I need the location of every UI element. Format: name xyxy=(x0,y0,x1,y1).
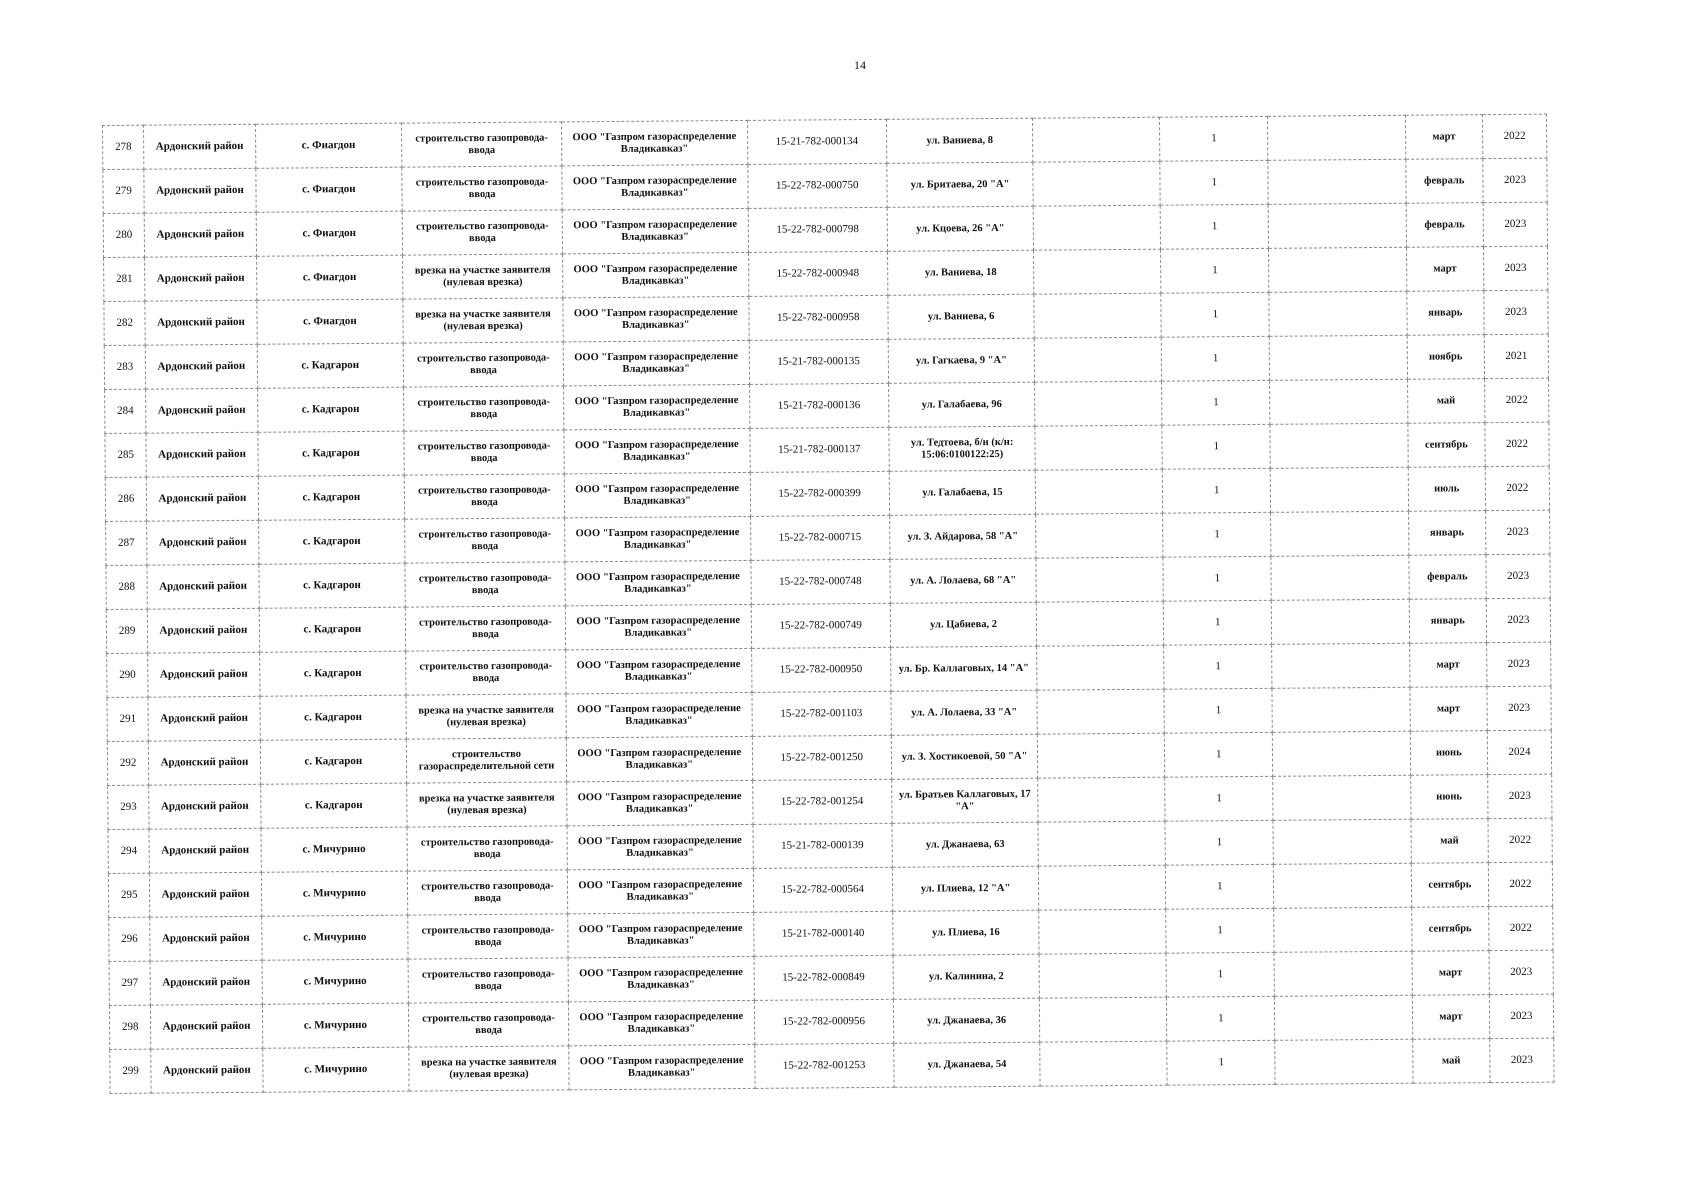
quantity-cell: 1 xyxy=(1166,864,1275,909)
settlement-cell: с. Фиагдон xyxy=(255,123,402,168)
work-type-cell: строительство газопровода-ввода xyxy=(404,386,564,431)
work-type-cell: врезка на участке заявителя (нулевая врезка) xyxy=(403,298,563,343)
district-cell: Ардонский район xyxy=(146,388,258,433)
empty-cell xyxy=(1038,733,1165,778)
settlement-cell: с. Фиагдон xyxy=(256,211,403,256)
empty-cell xyxy=(1272,643,1410,688)
empty-cell xyxy=(1039,909,1166,954)
district-cell: Ардонский район xyxy=(144,124,256,169)
quantity-cell: 1 xyxy=(1160,116,1269,161)
year-cell: 2023 xyxy=(1487,642,1551,687)
application-number-cell: 15-22-782-000948 xyxy=(748,251,888,296)
row-number: 285 xyxy=(105,433,147,477)
row-number: 281 xyxy=(104,257,146,301)
address-cell: ул. Бритаева, 20 "А" xyxy=(887,162,1034,207)
organization-cell: ООО "Газпром газораспределение Владикавказ" xyxy=(566,736,752,781)
registry-body xyxy=(103,114,1555,1093)
month-cell: июнь xyxy=(1410,775,1488,820)
page-number: 14 xyxy=(854,58,866,72)
address-cell: ул. А. Лолаева, 33 "А" xyxy=(891,690,1038,735)
month-cell: март xyxy=(1412,995,1490,1040)
settlement-cell: с. Кадгарон xyxy=(258,431,405,476)
work-type-cell: строительство газопровода-ввода xyxy=(405,562,565,607)
row-number: 295 xyxy=(108,873,150,917)
address-cell: ул. Плиева, 16 xyxy=(893,910,1040,955)
year-cell: 2022 xyxy=(1485,378,1549,423)
empty-cell xyxy=(1268,115,1406,160)
application-number-cell: 15-22-782-000849 xyxy=(754,955,894,1000)
empty-cell xyxy=(1033,117,1160,162)
month-cell: январь xyxy=(1409,599,1487,644)
work-type-cell: врезка на участке заявителя (нулевая врезка) xyxy=(409,1046,569,1091)
quantity-cell: 1 xyxy=(1161,336,1270,381)
settlement-cell: с. Мичурино xyxy=(261,871,408,916)
organization-cell: ООО "Газпром газораспределение Владикавказ" xyxy=(564,472,750,517)
empty-cell xyxy=(1037,645,1164,690)
address-cell: ул. Джанаева, 63 xyxy=(892,822,1039,867)
registry-sheet xyxy=(102,114,1555,1094)
month-cell: март xyxy=(1410,687,1488,732)
month-cell: июнь xyxy=(1410,731,1488,776)
row-number: 291 xyxy=(107,697,149,741)
district-cell: Ардонский район xyxy=(145,256,257,301)
district-cell: Ардонский район xyxy=(147,476,259,521)
empty-cell xyxy=(1275,1039,1413,1084)
settlement-cell: с. Кадгарон xyxy=(259,563,406,608)
organization-cell: ООО "Газпром газораспределение Владикавказ" xyxy=(562,252,748,297)
empty-cell xyxy=(1268,159,1406,204)
empty-cell xyxy=(1033,205,1160,250)
address-cell: ул. З. Айдарова, 58 "А" xyxy=(889,514,1036,559)
month-cell: май xyxy=(1411,819,1489,864)
row-number: 283 xyxy=(104,345,146,389)
year-cell: 2023 xyxy=(1484,290,1548,335)
row-number: 288 xyxy=(106,565,148,609)
settlement-cell: с. Мичурино xyxy=(262,959,409,1004)
application-number-cell: 15-22-782-000715 xyxy=(750,515,890,560)
settlement-cell: с. Кадгарон xyxy=(260,695,407,740)
year-cell: 2023 xyxy=(1486,554,1550,599)
address-cell: ул. Цабиева, 2 xyxy=(890,602,1037,647)
empty-cell xyxy=(1275,995,1413,1040)
organization-cell: ООО "Газпром газораспределение Владикавказ" xyxy=(562,208,748,253)
empty-cell xyxy=(1270,335,1408,380)
work-type-cell: строительство газопровода-ввода xyxy=(408,958,568,1003)
work-type-cell: строительство газопровода-ввода xyxy=(408,1002,568,1047)
quantity-cell: 1 xyxy=(1165,776,1274,821)
year-cell: 2023 xyxy=(1486,510,1550,555)
month-cell: март xyxy=(1409,643,1487,688)
empty-cell xyxy=(1034,249,1161,294)
row-number: 279 xyxy=(103,169,145,213)
organization-cell: ООО "Газпром газораспределение Владикавказ" xyxy=(565,516,751,561)
empty-cell xyxy=(1274,907,1412,952)
empty-cell xyxy=(1035,337,1162,382)
year-cell: 2022 xyxy=(1485,466,1549,511)
quantity-cell: 1 xyxy=(1163,556,1272,601)
organization-cell: ООО "Газпром газораспределение Владикавказ" xyxy=(561,120,747,165)
month-cell: май xyxy=(1412,1039,1490,1084)
address-cell: ул. Бр. Каллаговых, 14 "А" xyxy=(890,646,1037,691)
empty-cell xyxy=(1272,687,1410,732)
address-cell: ул. З. Хостикоевой, 50 "А" xyxy=(891,734,1038,779)
application-number-cell: 15-21-782-000135 xyxy=(749,339,889,384)
application-number-cell: 15-22-782-000749 xyxy=(751,603,891,648)
row-number: 292 xyxy=(107,741,149,785)
work-type-cell: строительство газопровода-ввода xyxy=(403,342,563,387)
month-cell: март xyxy=(1405,115,1483,160)
organization-cell: ООО "Газпром газораспределение Владикавказ" xyxy=(564,428,750,473)
address-cell: ул. Ваниева, 18 xyxy=(887,250,1034,295)
month-cell: июль xyxy=(1408,467,1486,512)
empty-cell xyxy=(1274,863,1412,908)
address-cell: ул. Джанаева, 54 xyxy=(894,1042,1041,1087)
empty-cell xyxy=(1273,819,1411,864)
year-cell: 2023 xyxy=(1483,158,1547,203)
quantity-cell: 1 xyxy=(1167,1040,1276,1085)
row-number: 280 xyxy=(103,213,145,257)
district-cell: Ардонский район xyxy=(150,960,262,1005)
application-number-cell: 15-22-782-000956 xyxy=(754,999,894,1044)
application-number-cell: 15-22-782-001103 xyxy=(752,691,892,736)
year-cell: 2023 xyxy=(1489,994,1553,1039)
organization-cell: ООО "Газпром газораспределение Владикавказ" xyxy=(569,1044,755,1089)
year-cell: 2023 xyxy=(1489,950,1553,995)
year-cell: 2024 xyxy=(1487,730,1551,775)
empty-cell xyxy=(1269,247,1407,292)
empty-cell xyxy=(1036,469,1163,514)
empty-cell xyxy=(1272,599,1410,644)
application-number-cell: 15-21-782-000137 xyxy=(750,427,890,472)
work-type-cell: строительство газопровода-ввода xyxy=(402,166,562,211)
work-type-cell: строительство газопровода-ввода xyxy=(407,826,567,871)
settlement-cell: с. Кадгарон xyxy=(260,739,407,784)
address-cell: ул. Кцоева, 26 "А" xyxy=(887,206,1034,251)
application-number-cell: 15-22-782-000798 xyxy=(748,207,888,252)
row-number: 278 xyxy=(103,125,145,169)
work-type-cell: строительство газопровода-ввода xyxy=(402,122,562,167)
district-cell: Ардонский район xyxy=(151,1004,263,1049)
empty-cell xyxy=(1270,379,1408,424)
settlement-cell: с. Мичурино xyxy=(262,1047,409,1092)
application-number-cell: 15-21-782-000139 xyxy=(753,823,893,868)
application-number-cell: 15-22-782-001253 xyxy=(754,1043,894,1088)
empty-cell xyxy=(1269,291,1407,336)
empty-cell xyxy=(1269,203,1407,248)
year-cell: 2023 xyxy=(1487,686,1551,731)
quantity-cell: 1 xyxy=(1161,248,1270,293)
organization-cell: ООО "Газпром газораспределение Владикавказ" xyxy=(568,912,754,957)
application-number-cell: 15-21-782-000140 xyxy=(753,911,893,956)
empty-cell xyxy=(1039,953,1166,998)
organization-cell: ООО "Газпром газораспределение Владикавказ" xyxy=(566,648,752,693)
organization-cell: ООО "Газпром газораспределение Владикавказ" xyxy=(568,956,754,1001)
settlement-cell: с. Кадгарон xyxy=(259,607,406,652)
district-cell: Ардонский район xyxy=(147,564,259,609)
district-cell: Ардонский район xyxy=(149,828,261,873)
settlement-cell: с. Мичурино xyxy=(261,915,408,960)
work-type-cell: строительство газопровода-ввода xyxy=(405,606,565,651)
empty-cell xyxy=(1040,1041,1167,1086)
address-cell: ул. Плиева, 12 "А" xyxy=(892,866,1039,911)
district-cell: Ардонский район xyxy=(145,300,257,345)
month-cell: январь xyxy=(1406,291,1484,336)
address-cell: ул. Галабаева, 96 xyxy=(888,382,1035,427)
empty-cell xyxy=(1034,293,1161,338)
empty-cell xyxy=(1274,951,1412,996)
settlement-cell: с. Кадгарон xyxy=(258,475,405,520)
registry-table xyxy=(102,114,1555,1094)
district-cell: Ардонский район xyxy=(150,872,262,917)
quantity-cell: 1 xyxy=(1162,380,1271,425)
year-cell: 2021 xyxy=(1484,334,1548,379)
application-number-cell: 15-22-782-000958 xyxy=(748,295,888,340)
district-cell: Ардонский район xyxy=(148,608,260,653)
empty-cell xyxy=(1035,381,1162,426)
address-cell: ул. Ваниева, 6 xyxy=(888,294,1035,339)
organization-cell: ООО "Газпром газораспределение Владикавказ" xyxy=(565,604,751,649)
month-cell: январь xyxy=(1408,511,1486,556)
application-number-cell: 15-22-782-000750 xyxy=(747,163,887,208)
empty-cell xyxy=(1270,423,1408,468)
work-type-cell: врезка на участке заявителя (нулевая врезка) xyxy=(407,782,567,827)
empty-cell xyxy=(1036,513,1163,558)
organization-cell: ООО "Газпром газораспределение Владикавказ" xyxy=(567,780,753,825)
quantity-cell: 1 xyxy=(1167,996,1276,1041)
row-number: 297 xyxy=(109,961,151,1005)
quantity-cell: 1 xyxy=(1161,292,1270,337)
address-cell: ул. Галабаева, 15 xyxy=(889,470,1036,515)
settlement-cell: с. Мичурино xyxy=(261,827,408,872)
application-number-cell: 15-22-782-000399 xyxy=(750,471,890,516)
work-type-cell: строительство газопровода-ввода xyxy=(406,650,566,695)
year-cell: 2023 xyxy=(1488,774,1552,819)
year-cell: 2023 xyxy=(1490,1038,1554,1083)
row-number: 282 xyxy=(104,301,146,345)
row-number: 293 xyxy=(108,785,150,829)
settlement-cell: с. Кадгарон xyxy=(259,651,406,696)
row-number: 294 xyxy=(108,829,150,873)
year-cell: 2023 xyxy=(1483,202,1547,247)
organization-cell: ООО "Газпром газораспределение Владикавказ" xyxy=(564,384,750,429)
district-cell: Ардонский район xyxy=(149,740,261,785)
address-cell: ул. Джанаева, 36 xyxy=(893,998,1040,1043)
settlement-cell: с. Кадгарон xyxy=(257,343,404,388)
work-type-cell: строительство газопровода-ввода xyxy=(404,430,564,475)
empty-cell xyxy=(1038,777,1165,822)
application-number-cell: 15-22-782-001254 xyxy=(752,779,892,824)
quantity-cell: 1 xyxy=(1166,952,1275,997)
year-cell: 2022 xyxy=(1482,114,1546,159)
district-cell: Ардонский район xyxy=(148,652,260,697)
row-number: 296 xyxy=(109,917,151,961)
month-cell: март xyxy=(1406,247,1484,292)
row-number: 286 xyxy=(105,477,147,521)
year-cell: 2022 xyxy=(1489,906,1553,951)
empty-cell xyxy=(1036,557,1163,602)
organization-cell: ООО "Газпром газораспределение Владикавказ" xyxy=(567,868,753,913)
empty-cell xyxy=(1040,997,1167,1042)
address-cell: ул. Братьев Каллаговых, 17 "А" xyxy=(892,778,1039,823)
work-type-cell: строительство газопровода-ввода xyxy=(405,518,565,563)
work-type-cell: строительство газораспределительной сети xyxy=(406,738,566,783)
district-cell: Ардонский район xyxy=(144,168,256,213)
row-number: 287 xyxy=(106,521,148,565)
district-cell: Ардонский район xyxy=(150,916,262,961)
work-type-cell: строительство газопровода-ввода xyxy=(407,870,567,915)
quantity-cell: 1 xyxy=(1162,468,1271,513)
month-cell: сентябрь xyxy=(1408,423,1486,468)
month-cell: май xyxy=(1407,379,1485,424)
settlement-cell: с. Кадгарон xyxy=(260,783,407,828)
month-cell: сентябрь xyxy=(1411,907,1489,952)
organization-cell: ООО "Газпром газораспределение Владикавказ" xyxy=(565,560,751,605)
month-cell: февраль xyxy=(1409,555,1487,600)
quantity-cell: 1 xyxy=(1162,424,1271,469)
address-cell: ул. А. Лолаева, 68 "А" xyxy=(890,558,1037,603)
district-cell: Ардонский район xyxy=(151,1048,263,1093)
year-cell: 2022 xyxy=(1485,422,1549,467)
organization-cell: ООО "Газпром газораспределение Владикавказ" xyxy=(566,692,752,737)
application-number-cell: 15-22-782-000564 xyxy=(753,867,893,912)
quantity-cell: 1 xyxy=(1164,732,1273,777)
district-cell: Ардонский район xyxy=(147,520,259,565)
district-cell: Ардонский район xyxy=(144,212,256,257)
quantity-cell: 1 xyxy=(1163,600,1272,645)
quantity-cell: 1 xyxy=(1164,644,1273,689)
month-cell: ноябрь xyxy=(1407,335,1485,380)
settlement-cell: с. Фиагдон xyxy=(255,167,402,212)
settlement-cell: с. Фиагдон xyxy=(256,255,403,300)
row-number: 299 xyxy=(110,1049,152,1093)
application-number-cell: 15-21-782-000134 xyxy=(747,119,887,164)
application-number-cell: 15-22-782-000950 xyxy=(751,647,891,692)
year-cell: 2023 xyxy=(1486,598,1550,643)
address-cell: ул. Тедтоева, б/н (к/н: 15:06:0100122:25) xyxy=(889,426,1036,471)
district-cell: Ардонский район xyxy=(149,784,261,829)
month-cell: февраль xyxy=(1406,203,1484,248)
empty-cell xyxy=(1035,425,1162,470)
year-cell: 2022 xyxy=(1488,862,1552,907)
organization-cell: ООО "Газпром газораспределение Владикавказ" xyxy=(568,1000,754,1045)
quantity-cell: 1 xyxy=(1160,160,1269,205)
work-type-cell: строительство газопровода-ввода xyxy=(402,210,562,255)
application-number-cell: 15-21-782-000136 xyxy=(749,383,889,428)
quantity-cell: 1 xyxy=(1160,204,1269,249)
organization-cell: ООО "Газпром газораспределение Владикавказ" xyxy=(563,340,749,385)
empty-cell xyxy=(1033,161,1160,206)
settlement-cell: с. Кадгарон xyxy=(258,519,405,564)
empty-cell xyxy=(1273,731,1411,776)
empty-cell xyxy=(1271,555,1409,600)
work-type-cell: врезка на участке заявителя (нулевая врезка) xyxy=(403,254,563,299)
month-cell: сентябрь xyxy=(1411,863,1489,908)
year-cell: 2023 xyxy=(1483,246,1547,291)
quantity-cell: 1 xyxy=(1165,820,1274,865)
row-number: 298 xyxy=(109,1005,151,1049)
row-number: 290 xyxy=(107,653,149,697)
empty-cell xyxy=(1271,511,1409,556)
application-number-cell: 15-22-782-000748 xyxy=(751,559,891,604)
quantity-cell: 1 xyxy=(1163,512,1272,557)
month-cell: февраль xyxy=(1405,159,1483,204)
address-cell: ул. Калинина, 2 xyxy=(893,954,1040,999)
settlement-cell: с. Фиагдон xyxy=(257,299,404,344)
work-type-cell: строительство газопровода-ввода xyxy=(408,914,568,959)
empty-cell xyxy=(1271,467,1409,512)
quantity-cell: 1 xyxy=(1164,688,1273,733)
empty-cell xyxy=(1037,689,1164,734)
year-cell: 2022 xyxy=(1488,818,1552,863)
empty-cell xyxy=(1273,775,1411,820)
organization-cell: ООО "Газпром газораспределение Владикавказ" xyxy=(567,824,753,869)
month-cell: март xyxy=(1412,951,1490,996)
address-cell: ул. Ваниева, 8 xyxy=(886,118,1033,163)
district-cell: Ардонский район xyxy=(145,344,257,389)
row-number: 289 xyxy=(106,609,148,653)
row-number: 284 xyxy=(105,389,147,433)
work-type-cell: врезка на участке заявителя (нулевая врезка) xyxy=(406,694,566,739)
district-cell: Ардонский район xyxy=(146,432,258,477)
empty-cell xyxy=(1037,601,1164,646)
empty-cell xyxy=(1039,865,1166,910)
empty-cell xyxy=(1038,821,1165,866)
settlement-cell: с. Кадгарон xyxy=(257,387,404,432)
address-cell: ул. Гагкаева, 9 "А" xyxy=(888,338,1035,383)
settlement-cell: с. Мичурино xyxy=(262,1003,409,1048)
quantity-cell: 1 xyxy=(1166,908,1275,953)
application-number-cell: 15-22-782-001250 xyxy=(752,735,892,780)
work-type-cell: строительство газопровода-ввода xyxy=(404,474,564,519)
organization-cell: ООО "Газпром газораспределение Владикавказ" xyxy=(562,164,748,209)
organization-cell: ООО "Газпром газораспределение Владикавказ" xyxy=(563,296,749,341)
district-cell: Ардонский район xyxy=(148,696,260,741)
